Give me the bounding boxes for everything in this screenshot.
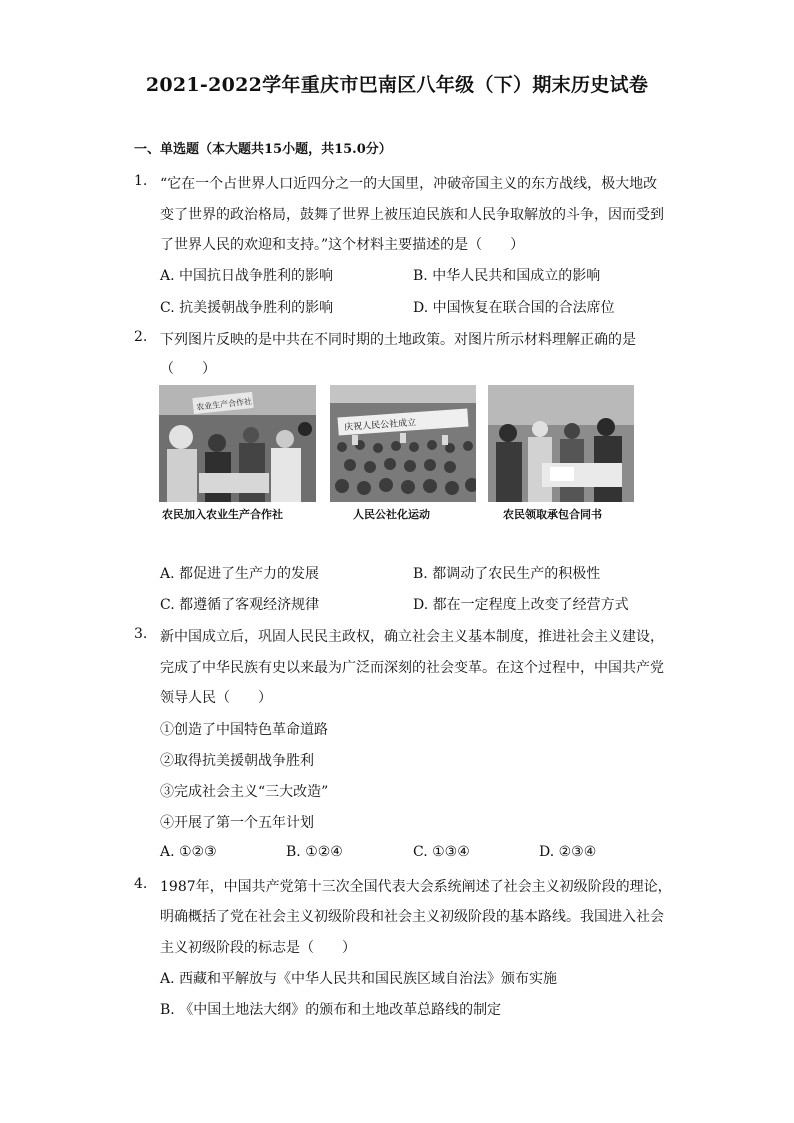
question-3-number: 3. bbox=[134, 626, 148, 642]
question-4-line-1: 1987年，中国共产党第十三次全国代表大会系统阐述了社会主义初级阶段的理论， bbox=[160, 879, 672, 895]
question-3-option-a[interactable]: A. ①②③ bbox=[160, 844, 217, 860]
photo-contract bbox=[488, 385, 634, 502]
question-3-item-2: ②取得抗美援朝战争胜利 bbox=[160, 753, 314, 769]
question-1-number: 1. bbox=[134, 173, 148, 189]
question-2-number: 2. bbox=[134, 329, 148, 345]
question-3-item-1: ①创造了中国特色革命道路 bbox=[160, 722, 328, 738]
question-3-option-d[interactable]: D. ②③④ bbox=[539, 844, 597, 860]
question-1-option-b[interactable]: B. 中华人民共和国成立的影响 bbox=[413, 268, 601, 284]
question-4-option-a[interactable]: A. 西藏和平解放与《中华人民共和国民族区域自治法》颁布实施 bbox=[160, 971, 558, 987]
question-2-option-d[interactable]: D. 都在一定程度上改变了经营方式 bbox=[413, 597, 629, 613]
question-1-line-1: “它在一个占世界人口近四分之一的大国里，冲破帝国主义的东方战线，极大地改 bbox=[160, 176, 658, 192]
photo-contract-caption: 农民领取承包合同书 bbox=[503, 508, 602, 521]
photo-cooperative bbox=[159, 385, 316, 502]
photo-commune bbox=[330, 385, 476, 502]
question-1-line-2: 变了世界的政治格局，鼓舞了世界上被压迫民族和人民争取解放的斗争，因而受到 bbox=[160, 207, 664, 223]
question-4-number: 4. bbox=[134, 876, 148, 892]
photo-cooperative-caption: 农民加入农业生产合作社 bbox=[162, 508, 283, 521]
question-2-option-a[interactable]: A. 都促进了生产力的发展 bbox=[160, 566, 320, 582]
question-1-line-3: 了世界人民的欢迎和支持。”这个材料主要描述的是（ ） bbox=[160, 237, 525, 253]
question-3-line-1: 新中国成立后，巩固人民民主政权，确立社会主义基本制度，推进社会主义建设， bbox=[160, 629, 664, 645]
exam-title: 2021-2022学年重庆市巴南区八年级（下）期末历史试卷 bbox=[145, 74, 649, 96]
question-4-line-3: 主义初级阶段的标志是（ ） bbox=[160, 940, 356, 956]
question-2-option-c[interactable]: C. 都遵循了客观经济规律 bbox=[160, 597, 320, 613]
question-3-line-2: 完成了中华民族有史以来最为广泛而深刻的社会变革。在这个过程中，中国共产党 bbox=[160, 660, 664, 676]
question-4-option-b[interactable]: B. 《中国土地法大纲》的颁布和土地改革总路线的制定 bbox=[160, 1002, 502, 1018]
question-3-option-b[interactable]: B. ①②④ bbox=[286, 844, 343, 860]
question-2-option-b[interactable]: B. 都调动了农民生产的积极性 bbox=[413, 566, 601, 582]
question-4-line-2: 明确概括了党在社会主义初级阶段和社会主义初级阶段的基本路线。我国进入社会 bbox=[160, 909, 664, 925]
section-heading: 一、单选题（本大题共15小题，共15.0分） bbox=[134, 142, 392, 157]
photo-commune-caption: 人民公社化运动 bbox=[353, 508, 430, 521]
question-1-option-c[interactable]: C. 抗美援朝战争胜利的影响 bbox=[160, 300, 334, 316]
question-2-line-2: （ ） bbox=[160, 361, 216, 377]
photo-cooperative-banner: 农业生产合作社 bbox=[195, 396, 253, 412]
photo-commune-banner: 庆祝人民公社成立 bbox=[343, 418, 417, 434]
question-3-line-3: 领导人民（ ） bbox=[160, 690, 272, 706]
question-1-option-a[interactable]: A. 中国抗日战争胜利的影响 bbox=[160, 268, 334, 284]
question-3-item-4: ④开展了第一个五年计划 bbox=[160, 815, 314, 831]
question-3-item-3: ③完成社会主义“三大改造” bbox=[160, 784, 329, 800]
question-3-option-c[interactable]: C. ①③④ bbox=[413, 844, 470, 860]
question-2-line-1: 下列图片反映的是中共在不同时期的土地政策。对图片所示材料理解正确的是 bbox=[160, 332, 636, 348]
question-1-option-d[interactable]: D. 中国恢复在联合国的合法席位 bbox=[413, 300, 615, 316]
